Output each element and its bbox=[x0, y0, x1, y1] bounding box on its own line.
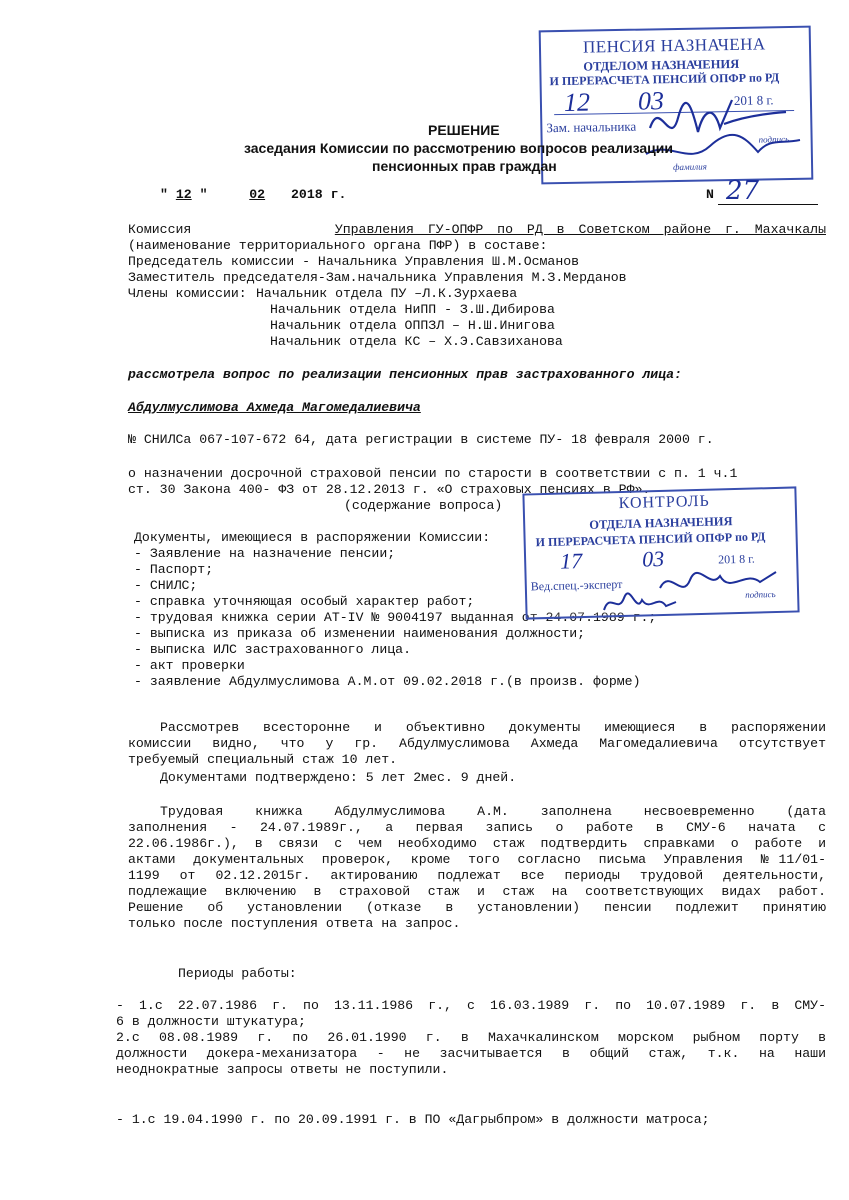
document-item: - выписка из приказа об изменении наименования должности; bbox=[134, 626, 586, 641]
commission-line: Комиссия Управления ГУ-ОПФР по РД в Советском районе г. Махачкалы bbox=[128, 222, 826, 237]
snils-line: № СНИЛСа 067-107-672 64, дата регистрации в системе ПУ- 18 февраля 2000 г. bbox=[128, 432, 714, 447]
decision-number-underline bbox=[718, 204, 818, 205]
stamp-caption: подпись bbox=[744, 589, 776, 600]
stamp-date-year: 201 8 г. bbox=[733, 92, 774, 108]
document-item: - выписка ИЛС застрахованного лица. bbox=[134, 642, 411, 657]
commission-member: Начальник отдела ПУ –Л.К.Зурхаева bbox=[256, 286, 518, 301]
period-line: 2.с 08.08.1989 г. по 26.01.1990 г. в Махачкалинском морском рыбном порту в bbox=[116, 1030, 826, 1045]
document-item: - заявление Абдулмуслимова А.М.от 09.02.2018 г.(в произв. форме) bbox=[134, 674, 641, 689]
findings-line: только после поступления ответа на запрос. bbox=[128, 916, 461, 931]
stamp-line: ОТДЕЛОМ НАЗНАЧЕНИЯ bbox=[583, 56, 740, 74]
question-caption: (содержание вопроса) bbox=[344, 498, 503, 513]
document-item: - трудовая книжка серии АТ-IV № 9004197 выданная от 24.07.1989 г.; bbox=[134, 610, 657, 625]
commission-member: Начальник отдела ОППЗЛ – Н.Ш.Инигова bbox=[270, 318, 555, 333]
stamp-line: ОТДЕЛА НАЗНАЧЕНИЯ bbox=[589, 514, 733, 532]
considered-statement: рассмотрела вопрос по реализации пенсионных прав застрахованного лица: bbox=[128, 367, 682, 382]
stamp-role: Зам. начальника bbox=[546, 118, 637, 136]
stamp-title: ПЕНСИЯ НАЗНАЧЕНА bbox=[582, 34, 766, 57]
stamp-caption: подпись bbox=[758, 134, 790, 145]
document-title: РЕШЕНИЕ bbox=[428, 122, 500, 138]
commission-member: Начальник отдела КС – Х.Э.Савзиханова bbox=[270, 334, 563, 349]
stamp-date-day: 12 bbox=[563, 87, 591, 117]
stamp-line: И ПЕРЕРАСЧЕТА ПЕНСИЙ ОПФР по РД bbox=[535, 529, 766, 550]
stamp-date-month: 03 bbox=[641, 545, 665, 572]
commission-members-label: Члены комиссии: bbox=[128, 286, 247, 301]
decision-date: " 12 " 02 2018 г. bbox=[160, 187, 347, 202]
commission-org: Управления ГУ-ОПФР по РД в Советском районе г. Махачкалы bbox=[334, 222, 826, 237]
stamp-caption: фамилия bbox=[672, 161, 707, 173]
findings-line: 1199 от 02.12.2015г. актированию подлежат все периоды трудовой деятельности, bbox=[128, 868, 826, 883]
commission-caption: (наименование территориального органа ПФР) в составе: bbox=[128, 238, 548, 253]
question-line: о назначении досрочной страховой пенсии по старости в соответствии с п. 1 ч.1 bbox=[128, 466, 738, 481]
period-line: неоднократные запросы ответы не поступили. bbox=[116, 1062, 449, 1077]
commission-deputy: Заместитель председателя-Зам.начальника Управления М.З.Мерданов bbox=[128, 270, 627, 285]
findings-line: 22.06.1986г.), в связи с чем необходимо стаж подтвердить справками о работе и bbox=[128, 836, 826, 851]
stamp-line: И ПЕРЕРАСЧЕТА ПЕНСИЙ ОПФР по РД bbox=[549, 70, 780, 89]
findings-line: подлежащие включению в страховой стаж и стаж на соответствующих видах работ. bbox=[128, 884, 826, 899]
date-year: 2018 г. bbox=[291, 187, 347, 202]
findings-line: заполнения - 24.07.1989г., а первая запись о работе в СМУ-6 начата с bbox=[128, 820, 826, 835]
period-line: - 1.с 19.04.1990 г. по 20.09.1991 г. в ПО «Дагрыбпром» в должности матроса; bbox=[116, 1112, 710, 1127]
documents-heading: Документы, имеющиеся в распоряжении Комиссии: bbox=[134, 530, 491, 545]
stamp-role: Вед.спец.-эксперт bbox=[530, 577, 623, 594]
document-item: - СНИЛС; bbox=[134, 578, 198, 593]
document-subtitle: пенсионных прав граждан bbox=[372, 158, 557, 174]
decision-number-label: N bbox=[706, 187, 714, 202]
findings-line: комиссии видно, что у гр. Абдулмуслимова Ахмеда Магомедалиевича отсутствует bbox=[128, 736, 826, 751]
document-subtitle: заседания Комиссии по рассмотрению вопросов реализации bbox=[244, 140, 673, 156]
document-item: - Заявление на назначение пенсии; bbox=[134, 546, 396, 561]
periods-heading: Периоды работы: bbox=[178, 966, 297, 981]
document-item: - Паспорт; bbox=[134, 562, 214, 577]
findings-line: Решение об установлении (отказе в установлении) пенсии подлежит принятию bbox=[128, 900, 826, 915]
stamp-date-month: 03 bbox=[637, 86, 665, 116]
person-name: Абдулмуслимова Ахмеда Магомедалиевича bbox=[128, 400, 421, 415]
decision-number: 27 bbox=[726, 176, 760, 206]
date-month: 02 bbox=[249, 187, 266, 202]
stamp-date-year: 201 8 г. bbox=[718, 551, 755, 567]
findings-line: Рассмотрев всесторонне и объективно документы имеющиеся в распоряжении bbox=[160, 720, 826, 735]
date-day: 12 bbox=[175, 187, 192, 202]
stamp-title: КОНТРОЛЬ bbox=[618, 492, 710, 513]
stamp-date-day: 17 bbox=[559, 548, 583, 574]
period-line: - 1.с 22.07.1986 г. по 13.11.1986 г., с 16.03.1989 г. по 10.07.1989 г. в СМУ- bbox=[116, 998, 826, 1013]
handwritten-name-icon bbox=[600, 588, 680, 618]
findings-line: Трудовая книжка Абдулмуслимова А.М. заполнена несвоевременно (дата bbox=[160, 804, 826, 819]
document-item: - акт проверки bbox=[134, 658, 245, 673]
document-item: - справка уточняющая особый характер работ; bbox=[134, 594, 475, 609]
findings-line: требуемый специальный стаж 10 лет. bbox=[128, 752, 398, 767]
period-line: должности докера-механизатора - не засчитывается в общий стаж, т.к. на наши bbox=[116, 1046, 826, 1061]
signature-icon bbox=[637, 86, 810, 168]
period-line: 6 в должности штукатура; bbox=[116, 1014, 306, 1029]
question-line: ст. 30 Закона 400- ФЗ от 28.12.2013 г. «О страховых пенсиях в РФ». bbox=[128, 482, 651, 497]
commission-member: Начальник отдела НиПП - З.Ш.Дибирова bbox=[270, 302, 555, 317]
findings-line: актами документальных проверок, кроме того согласно письма Управления №11/01- bbox=[128, 852, 826, 867]
commission-chair: Председатель комиссии - Начальника Управления Ш.М.Османов bbox=[128, 254, 580, 269]
findings-confirmed: Документами подтверждено: 5 лет 2мес. 9 дней. bbox=[160, 770, 517, 785]
